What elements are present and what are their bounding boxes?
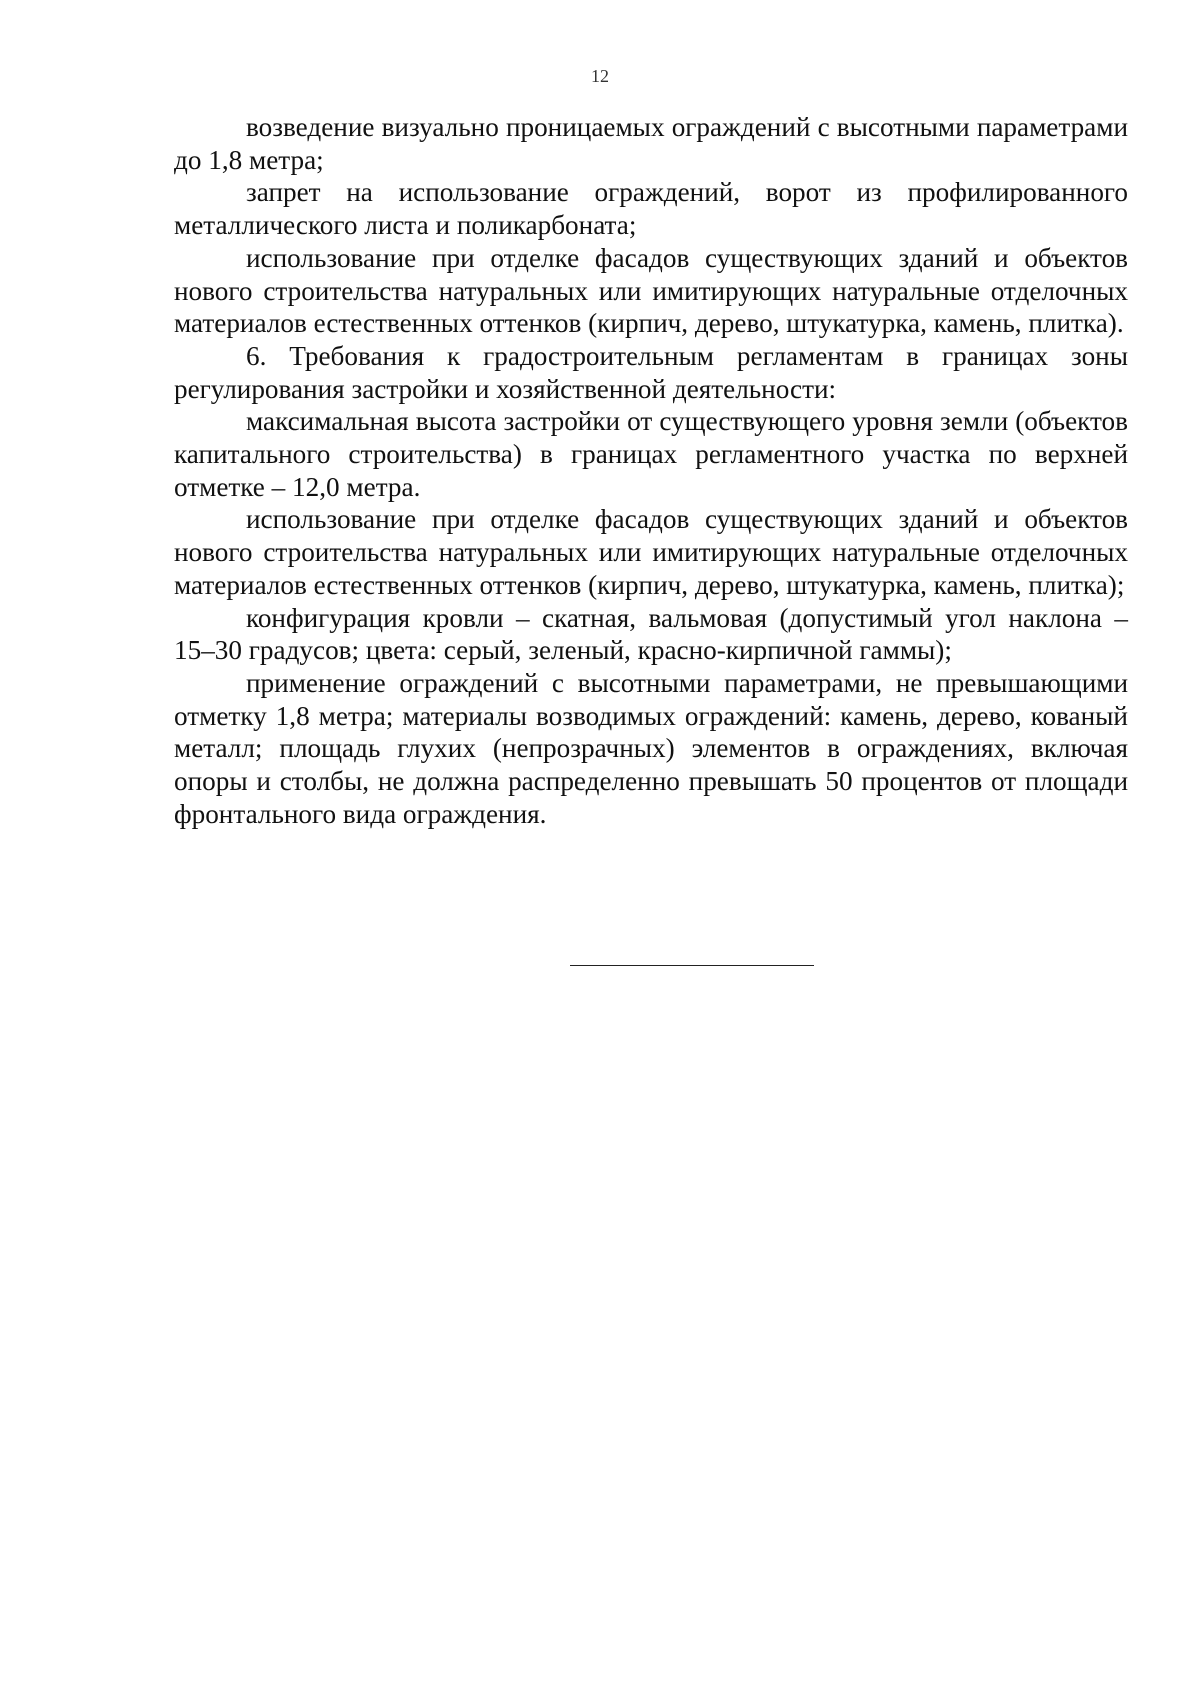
paragraph-facade-materials-zone: использование при отделке фасадов существующих зданий и объектов нового строительства натуральных или имитирующих натуральные отделочных материалов естественных оттенков (кирпич, дерево, штукатурка, камень, плитка); bbox=[174, 504, 1128, 600]
paragraph-section-6-heading: 6. Требования к градостроительным регламентам в границах зоны регулирования застройки и хозяйственной деятельности: bbox=[174, 340, 1128, 404]
paragraph-fence-parameters: применение ограждений с высотными параметрами, не превышающими отметку 1,8 метра; материалы возводимых ограждений: камень, дерево, кованый металл; площадь глухих (непрозрачных) элементов в ограждениях, включая опоры и столбы, не должна распределенно превышать 50 процентов от площади фронтального вида ограждения. bbox=[174, 667, 1128, 829]
end-separator-line bbox=[570, 965, 814, 966]
page-number: 12 bbox=[591, 66, 609, 86]
paragraph-fence-ban: запрет на использование ограждений, ворот из профилированного металлического листа и поликарбоната; bbox=[174, 177, 1128, 241]
document-body bbox=[174, 111, 1128, 830]
paragraph-fence-permeable: возведение визуально проницаемых ограждений с высотными параметрами до 1,8 метра; bbox=[174, 112, 1128, 175]
paragraph-roof-configuration: конфигурация кровли – скатная, вальмовая (допустимый угол наклона – 15–30 градусов; цвета: серый, зеленый, красно-кирпичной гаммы); bbox=[174, 602, 1128, 666]
paragraph-facade-materials: использование при отделке фасадов существующих зданий и объектов нового строительства натуральных или имитирующих натуральные отделочных материалов естественных оттенков (кирпич, дерево, штукатурка, камень, плитка). bbox=[174, 242, 1128, 339]
paragraph-max-height: максимальная высота застройки от существующего уровня земли (объектов капитального строительства) в границах регламентного участка по верхней отметке – 12,0 метра. bbox=[174, 406, 1128, 502]
